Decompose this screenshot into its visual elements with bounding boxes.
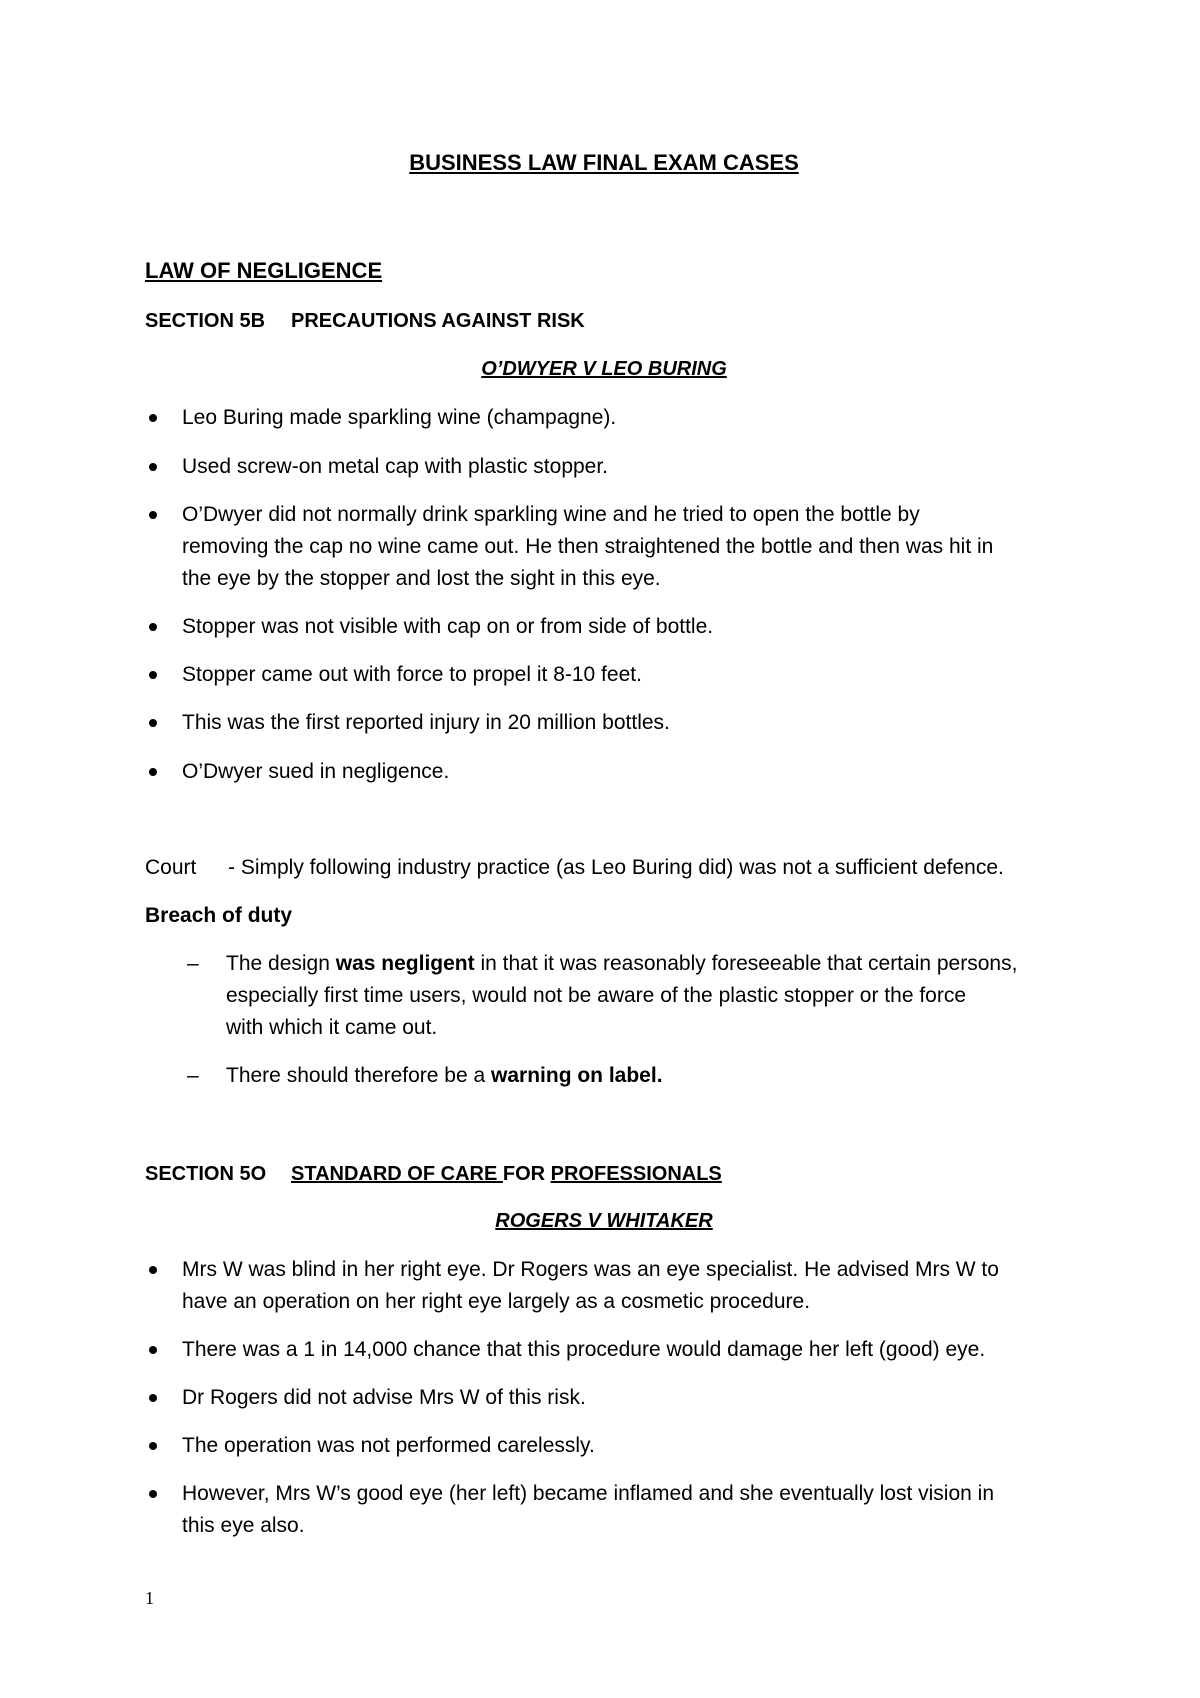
bullet-text: Used screw-on metal cap with plastic stopper. xyxy=(182,455,609,478)
breach-heading: Breach of duty xyxy=(145,904,293,927)
bullet-text: the eye by the stopper and lost the sight in this eye. xyxy=(182,567,661,590)
section-title-part: FOR xyxy=(502,1163,551,1185)
bullet-text: The operation was not performed carelessly. xyxy=(182,1434,595,1457)
bullet-text: Stopper came out with force to propel it 8-10 feet. xyxy=(182,663,642,686)
bullet-text: Dr Rogers did not advise Mrs W of this risk. xyxy=(182,1386,586,1409)
dash-text xyxy=(226,1060,663,1092)
case-title-rogers: ROGERS V WHITAKER xyxy=(495,1210,713,1232)
bullet-dot xyxy=(149,1346,157,1354)
bullet-text: However, Mrs W’s good eye (her left) became inflamed and she eventually lost vision in xyxy=(182,1482,994,1505)
dash-text-bold: was negligent xyxy=(335,952,475,975)
section-title-part: STANDARD OF CARE xyxy=(291,1163,503,1185)
bullet-text: this eye also. xyxy=(182,1514,305,1537)
dash-text xyxy=(226,948,1017,980)
dash-text-part: The design xyxy=(226,952,336,975)
bullet-text: O’Dwyer did not normally drink sparkling wine and he tried to open the bottle by xyxy=(182,503,920,526)
bullet-text: removing the cap no wine came out. He then straightened the bottle and then was hit in xyxy=(182,535,994,558)
law-heading: LAW OF NEGLIGENCE xyxy=(145,258,383,283)
bullet-dot xyxy=(149,623,157,631)
bullet-dot xyxy=(149,719,157,727)
bullet-dot xyxy=(149,511,157,519)
section-title-part: PROFESSIONALS xyxy=(550,1163,722,1185)
bullet-dot xyxy=(149,414,157,422)
court-label: Court xyxy=(145,856,197,879)
case-title-odwyer: O’DWYER V LEO BURING xyxy=(481,358,727,380)
bullet-dot xyxy=(149,1490,157,1498)
bullet-dot xyxy=(149,1394,157,1402)
dash-text-part: in that it was reasonably foreseeable that certain persons, xyxy=(474,952,1018,975)
bullet-dot xyxy=(149,768,157,776)
section-5b-title: PRECAUTIONS AGAINST RISK xyxy=(291,310,585,332)
section-5b-label: SECTION 5B xyxy=(145,310,266,332)
dash-text-bold: warning on label. xyxy=(491,1064,663,1087)
bullet-dot xyxy=(149,671,157,679)
bullet-text: This was the first reported injury in 20 million bottles. xyxy=(182,711,670,734)
bullet-text: Leo Buring made sparkling wine (champagne). xyxy=(182,406,617,429)
dash-text-part: There should therefore be a xyxy=(226,1064,492,1087)
page-number: 1 xyxy=(145,1588,154,1608)
court-text: - Simply following industry practice (as Leo Buring did) was not a sufficient defence. xyxy=(228,856,1004,879)
dash-text: especially first time users, would not be aware of the plastic stopper or the force xyxy=(226,984,967,1007)
dash-marker: – xyxy=(187,1064,199,1087)
bullet-text: have an operation on her right eye largely as a cosmetic procedure. xyxy=(182,1290,811,1313)
dash-marker: – xyxy=(187,952,199,975)
bullet-dot xyxy=(149,1442,157,1450)
section-5o-title xyxy=(291,1163,722,1186)
bullet-dot xyxy=(149,1266,157,1274)
section-5o-label: SECTION 5O xyxy=(145,1163,267,1185)
bullet-text: There was a 1 in 14,000 chance that this procedure would damage her left (good) eye. xyxy=(182,1338,986,1361)
dash-text: with which it came out. xyxy=(226,1016,438,1039)
bullet-text: Stopper was not visible with cap on or from side of bottle. xyxy=(182,615,714,638)
bullet-text: O’Dwyer sued in negligence. xyxy=(182,760,450,783)
bullet-dot xyxy=(149,463,157,471)
bullet-text: Mrs W was blind in her right eye. Dr Rogers was an eye specialist. He advised Mrs W to xyxy=(182,1258,999,1281)
document-title: BUSINESS LAW FINAL EXAM CASES xyxy=(409,150,799,175)
